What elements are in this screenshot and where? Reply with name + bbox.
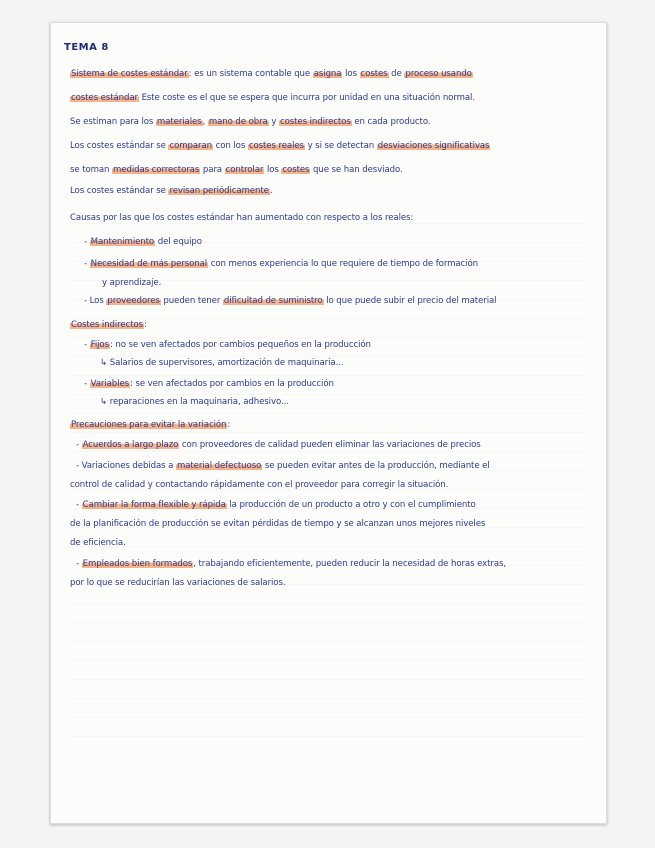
highlighted-text: revisan periódicamente (169, 186, 269, 196)
note-text: - (84, 340, 90, 350)
highlighted-text: costes reales (248, 141, 304, 151)
bleed-through-line (69, 546, 588, 547)
bleed-through-line (69, 413, 588, 414)
bleed-through-line (69, 717, 588, 718)
note-line (76, 461, 490, 472)
note-text: los (342, 69, 360, 79)
note-text: y aprendizaje. (102, 278, 162, 288)
highlighted-text: asigna (313, 69, 342, 79)
note-text: . (269, 186, 273, 196)
note-text: : (227, 420, 231, 430)
note-line (70, 186, 272, 197)
note-text: y si se detectan (304, 141, 377, 151)
note-text: por lo que se reducirían las variaciones de salarios. (70, 578, 286, 588)
highlighted-text: material defectuoso (176, 461, 262, 471)
note-text: - (76, 500, 82, 510)
note-text: : es un sistema contable que (188, 69, 313, 79)
highlighted-text: Variables (90, 379, 130, 389)
note-line (70, 480, 448, 491)
note-text: de eficiencia. (70, 538, 126, 548)
note-text: Este coste es el que se espera que incurra por unidad en una situación normal. (138, 93, 475, 103)
note-text: lo que puede subir el precio del material (323, 296, 497, 306)
highlighted-text: proveedores (107, 296, 160, 306)
note-text: ↳ Salarios de supervisores, amortización de maquinaria... (100, 358, 344, 368)
note-line (100, 397, 289, 408)
highlighted-text: comparan (169, 141, 212, 151)
highlighted-text: costes indirectos (279, 117, 351, 127)
note-text: que se han desviado. (310, 165, 403, 175)
note-text: ↳ reparaciones en la maquinaria, adhesivo... (100, 397, 289, 407)
bleed-through-line (69, 736, 588, 737)
note-line (70, 93, 475, 104)
highlighted-text: Necesidad de más personal (90, 259, 208, 269)
bleed-through-line (69, 375, 588, 376)
note-text: con los (213, 141, 248, 151)
bleed-through-line (69, 660, 588, 661)
note-text: los (264, 165, 282, 175)
note-line (100, 358, 343, 369)
note-text: para (200, 165, 225, 175)
note-text: la producción de un producto a otro y con el cumplimiento (226, 500, 476, 510)
note-text: - (76, 559, 82, 569)
note-text: se toman (70, 165, 113, 175)
note-text: con proveedores de calidad pueden eliminar las variaciones de precios (179, 440, 481, 450)
highlighted-text: costes (360, 69, 388, 79)
note-text: , trabajando eficientemente, pueden reducir la necesidad de horas extras, (193, 559, 507, 569)
note-text: con menos experiencia lo que requiere de tiempo de formación (208, 259, 478, 269)
note-text: control de calidad y contactando rápidamente con el proveedor para corregir la situación. (70, 480, 449, 490)
note-line (84, 237, 202, 248)
note-text: - (84, 259, 90, 269)
note-line (70, 117, 430, 128)
highlighted-text: Costes indirectos (71, 320, 144, 330)
note-text: : (144, 320, 147, 330)
note-text: - Los (84, 296, 107, 306)
note-text: - (84, 237, 90, 247)
note-text: y (268, 117, 279, 127)
note-text: Los costes estándar se (70, 141, 169, 151)
note-text: - Variaciones debidas a (76, 461, 176, 471)
bleed-through-line (69, 337, 588, 338)
highlighted-text: controlar (225, 165, 264, 175)
highlighted-text: Empleados bien formados (82, 559, 193, 569)
page-title: TEMA 8 (64, 42, 109, 53)
bleed-through-line (69, 432, 588, 433)
bleed-through-line (69, 356, 588, 357)
note-text: se pueden evitar antes de la producción, mediante el (262, 461, 490, 471)
bleed-through-line (69, 641, 588, 642)
note-text: del equipo (155, 237, 202, 247)
note-line (70, 213, 413, 224)
highlighted-text: Mantenimiento (90, 237, 155, 247)
note-line (70, 165, 403, 176)
highlighted-text: Cambiar la forma flexible y rápida (82, 500, 226, 510)
note-text: Se estiman para los (70, 117, 156, 127)
note-line (76, 500, 476, 511)
note-text: - (84, 379, 90, 389)
highlighted-text: Acuerdos a largo plazo (82, 440, 179, 450)
bleed-through-line (69, 318, 588, 319)
highlighted-text: desviaciones significativas (377, 141, 490, 151)
highlighted-text: mano de obra (208, 117, 268, 127)
bleed-through-line (69, 679, 588, 680)
note-line (84, 296, 496, 307)
highlighted-text: materiales (156, 117, 202, 127)
note-line (84, 259, 478, 270)
highlighted-text: dificultad de suministro (223, 296, 323, 306)
bleed-through-line (69, 394, 588, 395)
note-text: Los costes estándar se (70, 186, 169, 196)
highlighted-text: proceso usando (405, 69, 472, 79)
note-line (70, 578, 285, 589)
note-text: , (202, 117, 208, 127)
note-text: Causas por las que los costes estándar han aumentado con respecto a los reales: (70, 213, 414, 223)
note-line (70, 141, 490, 152)
highlighted-text: medidas correctoras (113, 165, 200, 175)
note-line (70, 420, 230, 431)
bleed-through-line (69, 603, 588, 604)
note-text: de la planificación de producción se evitan pérdidas de tiempo y se alcanzan unos mejores niveles (70, 519, 486, 529)
highlighted-text: Sistema de costes estándar (71, 69, 188, 79)
note-text: : se ven afectados por cambios en la producción (130, 379, 334, 389)
note-text: - (76, 440, 82, 450)
note-text: de (388, 69, 405, 79)
note-line (70, 519, 485, 530)
note-line (84, 379, 334, 390)
note-text: en cada producto. (351, 117, 431, 127)
note-line (70, 538, 126, 549)
highlighted-text: costes estándar (71, 93, 138, 103)
highlighted-text: Fijos (90, 340, 109, 350)
note-line (102, 278, 161, 289)
note-line (70, 320, 147, 331)
note-text: : no se ven afectados por cambios pequeños en la producción (109, 340, 371, 350)
bleed-through-line (69, 451, 588, 452)
highlighted-text: costes (282, 165, 310, 175)
note-line (76, 559, 506, 570)
note-text: pueden tener (160, 296, 223, 306)
note-line (70, 69, 473, 80)
bleed-through-line (69, 622, 588, 623)
bleed-through-line (69, 698, 588, 699)
note-line (84, 340, 371, 351)
note-line (76, 440, 481, 451)
highlighted-text: Precauciones para evitar la variación (71, 420, 227, 430)
